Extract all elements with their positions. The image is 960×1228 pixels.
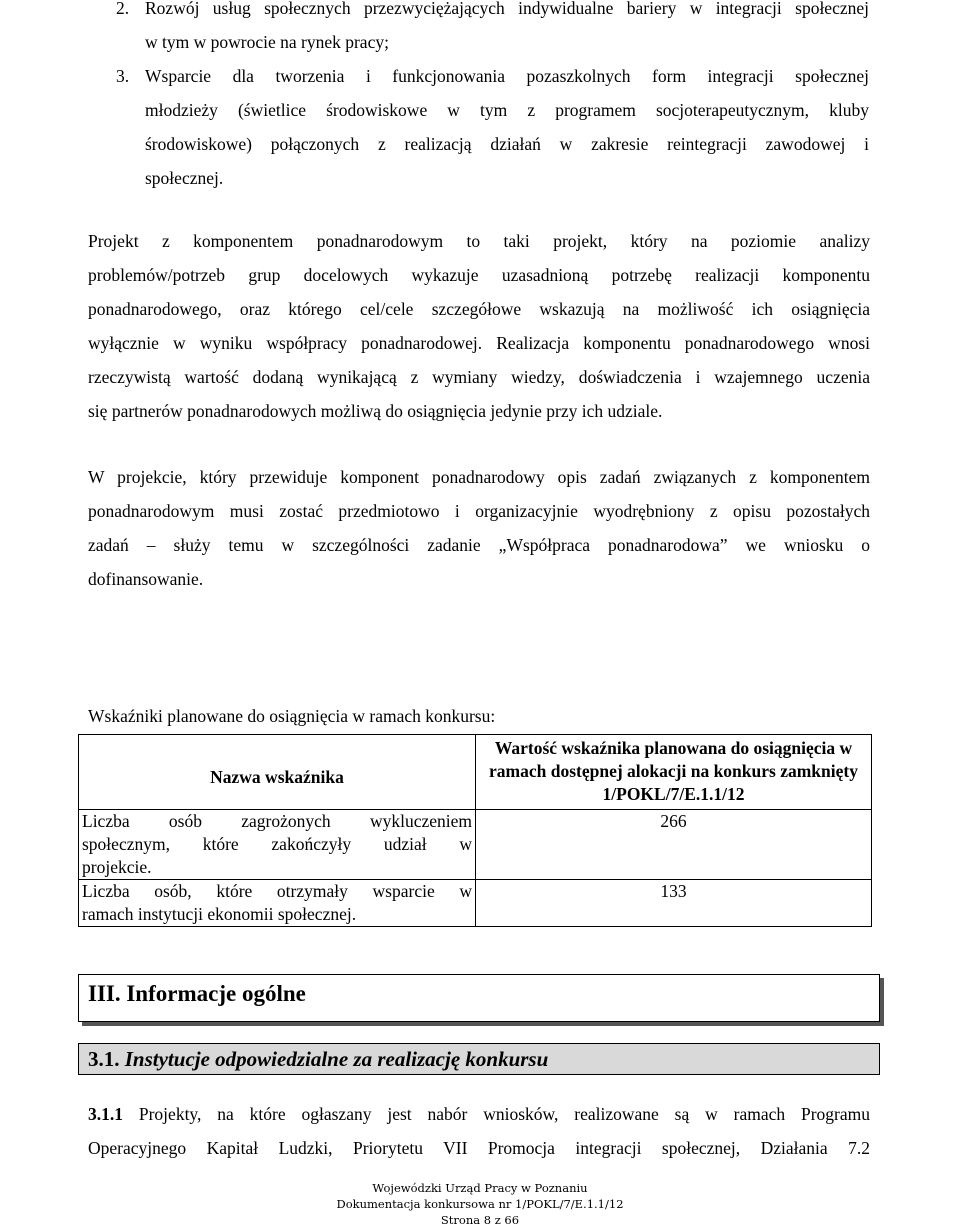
list-item-line: młodzieży (świetlice środowiskowe w tym z programem socjoterapeutycznym, kluby: [145, 100, 869, 120]
list-item-line: środowiskowe) połączonych z realizacją działań w zakresie reintegracji zawodowej i: [145, 134, 869, 154]
cell-line: ramach instytucji ekonomii społecznej.: [82, 904, 357, 924]
paragraph-line: Projekt z komponentem ponadnarodowym to taki projekt, który na poziomie analizy: [88, 231, 870, 251]
paragraph-number: 3.1.1: [88, 1104, 123, 1124]
paragraph-line: [88, 1097, 870, 1131]
subsection-heading: [78, 1043, 880, 1075]
indicator-value-cell: 133: [476, 880, 872, 927]
list-item-line: społecznej.: [145, 168, 224, 188]
header-cell-name: Nazwa wskaźnika: [79, 735, 476, 810]
paragraph-line: rzeczywistą wartość dodaną wynikającą z wymiany wiedzy, doświadczenia i wzajemnego uczenia: [88, 367, 870, 387]
paragraph-line: ponadnarodowego, oraz którego cel/cele szczegółowe wskazują na możliwość ich osiągnięcia: [88, 299, 870, 319]
header-cell-value: Wartość wskaźnika planowana do osiągnięcia w ramach dostępnej alokacji na konkurs zamknięty 1/POKL/7/E.1.1/12: [476, 735, 872, 810]
list-item-line: w tym w powrocie na rynek pracy;: [145, 32, 389, 52]
paragraph-line: Operacyjnego Kapitał Ludzki, Priorytetu VII Promocja integracji społecznej, Działania 7.2: [88, 1138, 870, 1158]
paragraph-line-text: Projekty, na które ogłaszany jest nabór wniosków, realizowane są w ramach Programu: [138, 1104, 871, 1124]
footer-page: Strona 8 z 66: [440, 1213, 520, 1227]
cell-line: Liczba osób, które otrzymały wsparcie w: [82, 881, 472, 901]
table-header-row: [79, 735, 872, 810]
section-heading: III. Informacje ogólne: [78, 974, 880, 1022]
list-number: 3.: [116, 66, 130, 86]
table-row: [79, 810, 872, 880]
subsection-title: Instytucje odpowiedzialne za realizację konkursu: [124, 1047, 549, 1071]
paragraph-line: dofinansowanie.: [88, 569, 204, 589]
cell-line: społecznym, które zakończyły udział w: [82, 834, 472, 854]
indicator-name-cell: [79, 880, 476, 927]
footer-org: Wojewódzki Urząd Pracy w Poznaniu: [372, 1181, 588, 1195]
list-item-line: Wsparcie dla tworzenia i funkcjonowania pozaszkolnych form integracji społecznej: [145, 66, 869, 86]
paragraph-line: problemów/potrzeb grup docelowych wykazuje uzasadnioną potrzebę realizacji komponentu: [88, 265, 870, 285]
table-row: [79, 880, 872, 927]
paragraph-line: ponadnarodowym musi zostać przedmiotowo i organizacyjnie wyodrębniony z opisu pozostałych: [88, 501, 870, 521]
cell-line: projekcie.: [82, 857, 152, 877]
indicators-intro: Wskaźniki planowane do osiągnięcia w ramach konkursu:: [88, 706, 496, 726]
paragraph-line: się partnerów ponadnarodowych możliwą do osiągnięcia jedynie przy ich udziale.: [88, 401, 663, 421]
footer-doc: Dokumentacja konkursowa nr 1/POKL/7/E.1.1/12: [336, 1197, 624, 1211]
cell-line: Liczba osób zagrożonych wykluczeniem: [82, 811, 472, 831]
paragraph-line: zadań – służy temu w szczególności zadanie „Współpraca ponadnarodowa” we wniosku o: [88, 535, 870, 555]
subsection-number: 3.1.: [88, 1047, 120, 1071]
indicators-table: [78, 734, 872, 927]
paragraph-line: wyłącznie w wyniku współpracy ponadnarodowej. Realizacja komponentu ponadnarodowego wnosi: [88, 333, 870, 353]
list-item-line: Rozwój usług społecznych przezwyciężających indywidualne bariery w integracji społecznej: [145, 0, 869, 18]
indicator-name-cell: [79, 810, 476, 880]
list-number: 2.: [116, 0, 130, 18]
paragraph-line: W projekcie, który przewiduje komponent ponadnarodowy opis zadań związanych z komponentem: [88, 467, 870, 487]
indicator-value-cell: 266: [476, 810, 872, 880]
